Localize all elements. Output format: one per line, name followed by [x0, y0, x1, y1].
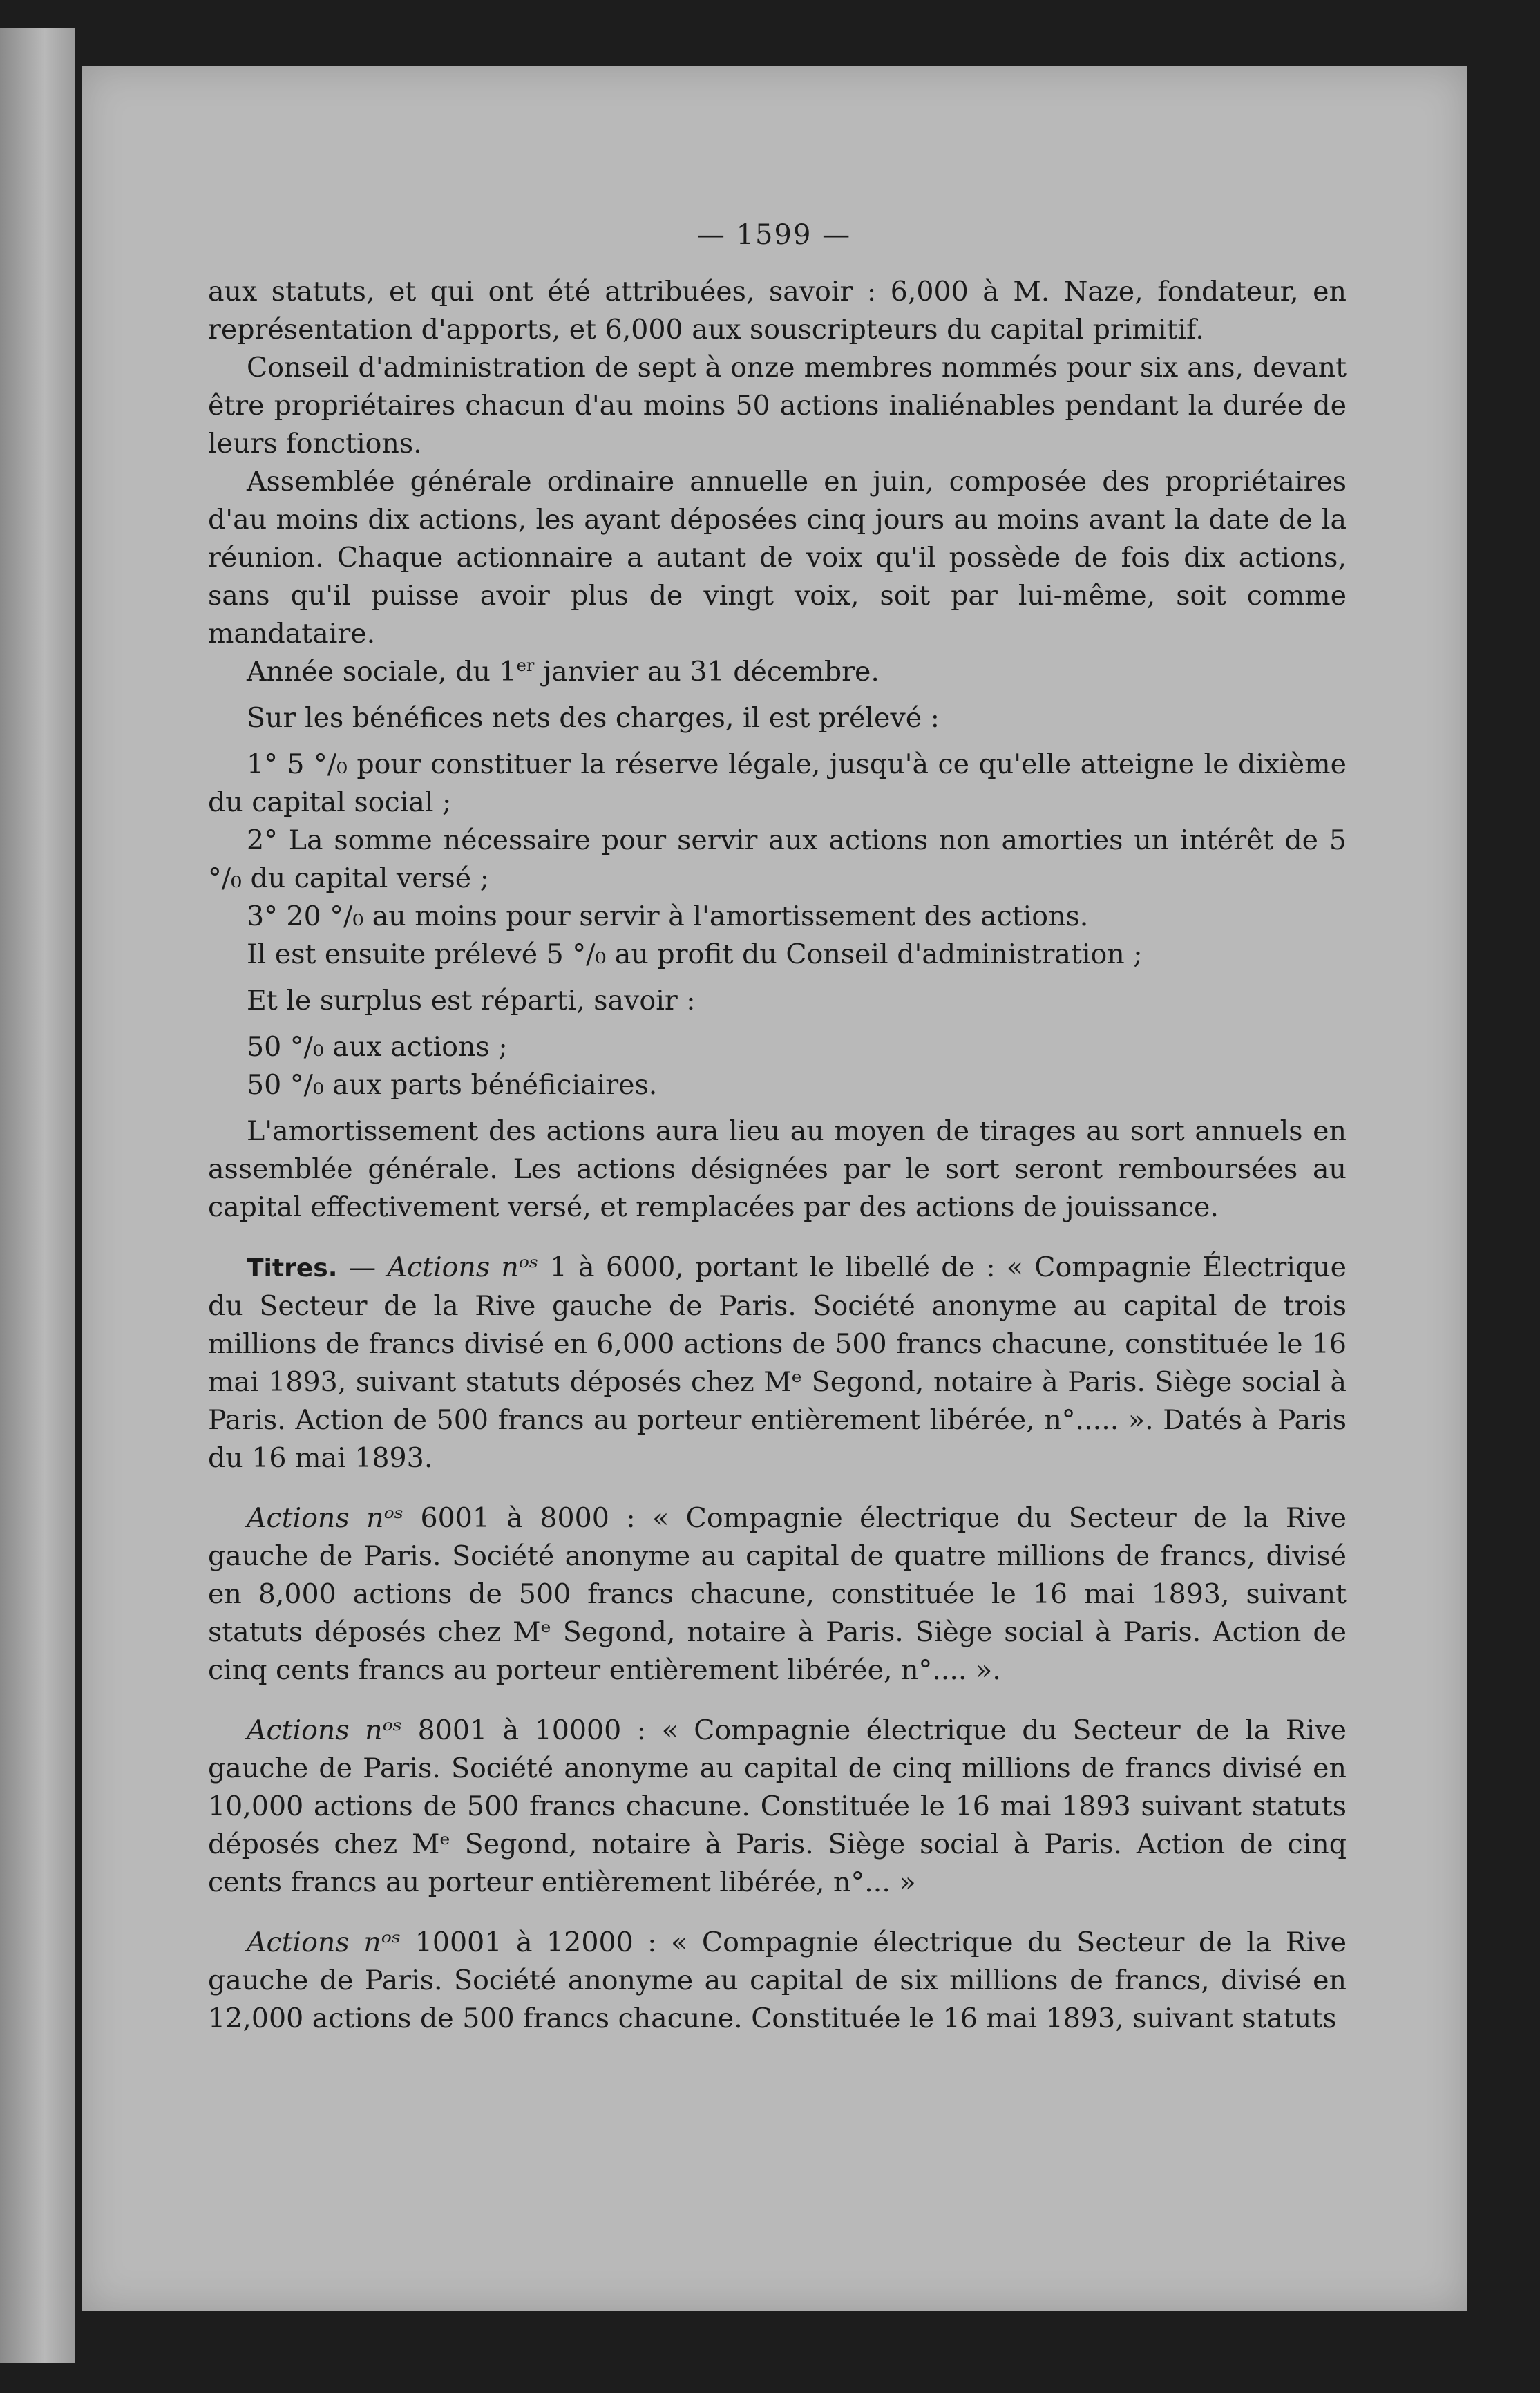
actions-label: Actions nᵒˢ — [247, 1714, 403, 1746]
list-item: 50 °/₀ aux parts bénéficiaires. — [247, 1069, 658, 1101]
titres-paragraph — [208, 1249, 1347, 1477]
titres-heading: Titres. — [247, 1254, 338, 1283]
paragraph: Sur les bénéfices nets des charges, il est prélevé : — [247, 702, 940, 734]
paragraph: Il est ensuite prélevé 5 °/₀ au profit du Conseil d'administration ; — [247, 938, 1143, 970]
paragraph: Assemblée générale ordinaire annuelle en juin, composée des propriétaires d'au moins dix actions, les ayant déposées cinq jours au moins avant la date de la réunion. Chaque actionnaire a autant de voix qu'il possède de fois dix actions, sans qu'il puisse avoir plus de vingt voix, soit par lui-même, soit comme mandataire. — [208, 466, 1347, 650]
annee-sociale-text: janvier au 31 décembre. — [534, 656, 880, 688]
actions-paragraph — [208, 1712, 1347, 1902]
actions-paragraph — [208, 1924, 1347, 2038]
page-number: — 1599 — — [696, 219, 852, 251]
annee-sociale-text: Année sociale, du 1 — [247, 656, 517, 688]
actions-text: 1 à 6000, portant le libellé de : « Compagnie Électrique du Secteur de la Rive gauche de Paris. Société anonyme au capital de trois millions de francs divisé en 6,000 actions de 500 francs chacune, constituée le 16 mai 1893, suivant statuts déposés chez Mᵉ Segond, notaire à Paris. Siège social à Paris. Action de 500 francs au porteur entièrement libérée, n°..... ». Datés à Paris du 16 mai 1893. — [208, 1251, 1347, 1474]
actions-text: 8001 à 10000 : « Compagnie électrique du Secteur de la Rive gauche de Paris. Société anonyme au capital de cinq millions de francs divisé en 10,000 actions de 500 francs chacune. Constituée le 16 mai 1893 suivant statuts déposés chez Mᵉ Segond, notaire à Paris. Siège social à Paris. Action de cinq cents francs au porteur entièrement libérée, n°... » — [208, 1714, 1347, 1898]
list-item: 50 °/₀ aux actions ; — [247, 1031, 508, 1063]
list-item: 2° La somme nécessaire pour servir aux actions non amorties un intérêt de 5 °/₀ du capital versé ; — [208, 824, 1347, 894]
actions-text: 10001 à 12000 : « Compagnie électrique du Secteur de la Rive gauche de Paris. Société anonyme au capital de six millions de francs, divisé en 12,000 actions de 500 francs chacune. Constituée le 16 mai 1893, suivant statuts — [208, 1927, 1347, 2034]
paragraph: Conseil d'administration de sept à onze membres nommés pour six ans, devant être propriétaires chacun d'au moins 50 actions inaliénables pendant la durée de leurs fonctions. — [208, 352, 1347, 460]
annee-sociale — [208, 653, 1347, 691]
actions-text: 6001 à 8000 : « Compagnie électrique du Secteur de la Rive gauche de Paris. Société anonyme au capital de quatre millions de francs, divisé en 8,000 actions de 500 francs chacune, constituée le 16 mai 1893, suivant statuts déposés chez Mᵉ Segond, notaire à Paris. Siège social à Paris. Action de cinq cents francs au porteur entièrement libérée, n°.... ». — [208, 1502, 1347, 1686]
actions-label: Actions nᵒˢ — [247, 1502, 404, 1534]
document-page — [82, 66, 1467, 2311]
adjacent-page-edge — [0, 28, 75, 2363]
list-item: 3° 20 °/₀ au moins pour servir à l'amortissement des actions. — [247, 900, 1089, 932]
actions-label: Actions nᵒˢ — [247, 1927, 401, 1958]
list-item: 1° 5 °/₀ pour constituer la réserve légale, jusqu'à ce qu'elle atteigne le dixième du capital social ; — [208, 748, 1347, 818]
actions-paragraph — [208, 1500, 1347, 1690]
paragraph: aux statuts, et qui ont été attribuées, savoir : 6,000 à M. Naze, fondateur, en représentation d'apports, et 6,000 aux souscripteurs du capital primitif. — [208, 276, 1347, 346]
paragraph: Et le surplus est réparti, savoir : — [247, 985, 696, 1016]
paragraph: L'amortissement des actions aura lieu au moyen de tirages au sort annuels en assemblée générale. Les actions désignées par le sort seront remboursées au capital effectivement versé, et remplacées par des actions de jouissance. — [208, 1115, 1347, 1223]
titres-dash: — — [337, 1251, 388, 1283]
actions-label: Actions nᵒˢ — [387, 1251, 539, 1283]
page-body — [208, 273, 1347, 2038]
annee-sociale-sup: er — [516, 655, 535, 675]
